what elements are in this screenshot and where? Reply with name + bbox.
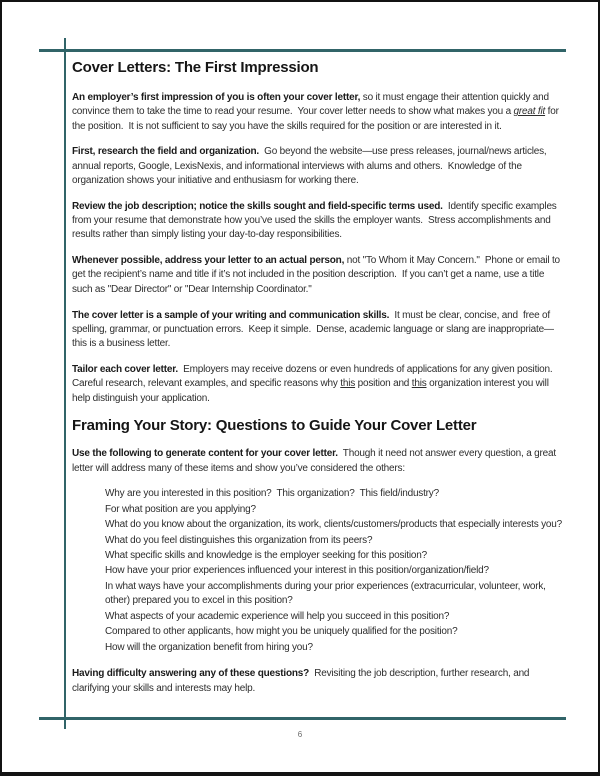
text-segment: Employers may receive dozens or even hundreds of applications for any given position. Careful research, relevant examples, and specific reasons why <box>72 363 558 390</box>
text-segment: Though it need not answer every question, a great letter will address many of these items and show you’ve considered the others: <box>72 448 559 474</box>
paragraph-tailor-each-letter <box>72 363 564 406</box>
paragraph-generate-content <box>72 447 564 476</box>
frame-bottom-rule <box>39 717 566 720</box>
section-title-cover-letters: Cover Letters: The First Impression <box>72 59 319 76</box>
paragraph-first-impression <box>72 91 564 134</box>
text-segment: The cover letter is a sample of your writing and communication skills. <box>72 309 390 321</box>
text-segment: this <box>340 378 356 390</box>
text-segment: Whenever possible, address your letter to an actual person, <box>72 255 345 267</box>
text-segment: Go beyond the website—use press releases, journal/news articles, annual reports, Google, LexisNexis, and informational interviews with alums and others. Knowledge of the organization shows your initiative and enthusiasm for working there. <box>72 146 550 186</box>
question-item: How have your prior experiences influenced your interest in this position/organization/field? <box>105 565 489 577</box>
question-item: What do you feel distinguishes this organization from its peers? <box>105 534 373 546</box>
text-segment: Tailor each cover letter. <box>72 363 178 375</box>
text-segment: this <box>411 378 427 390</box>
question-item: What specific skills and knowledge is the employer seeking for this position? <box>105 550 427 562</box>
paragraph-having-difficulty <box>72 667 564 696</box>
text-segment: Having difficulty answering any of these questions? <box>72 668 310 680</box>
text-segment: for the position. It is not sufficient to say you have the skills required for the position or are interested in it. <box>72 106 562 132</box>
text-segment: It must be clear, concise, and free of spelling, grammar, or punctuation errors. Keep it simple. Dense, academic language or slang are inappropriate—this is a business letter. <box>72 309 554 350</box>
text-segment: An employer’s first impression of you is often your cover letter, <box>72 92 361 103</box>
question-item: How will the organization benefit from hiring you? <box>105 641 313 653</box>
question-list <box>105 487 564 654</box>
question-item: What do you know about the organization, its work, clients/customers/products that especially interests you? <box>105 519 562 531</box>
text-segment: Revisiting the job description, further research, and clarifying your skills and interests may help. <box>72 668 532 694</box>
text-segment: Use the following to generate content for your cover letter. <box>72 448 338 460</box>
text-segment: organization interest you will help distinguish your application. <box>72 378 552 404</box>
paragraph-address-actual-person <box>72 254 564 297</box>
text-segment: position and <box>355 378 412 390</box>
paragraph-review-job-description <box>72 200 564 243</box>
frame-vertical-rule <box>64 38 66 729</box>
frame-top-rule <box>39 49 566 52</box>
section-title-framing-your-story: Framing Your Story: Questions to Guide Your Cover Letter <box>72 417 477 435</box>
question-item: Why are you interested in this position? This organization? This field/industry? <box>105 488 439 500</box>
text-segment: Identify specific examples from your resume that demonstrate how you’ve used the skills the employer wants. Stress accomplishments and results rather than simply listing your day-to-day responsibilities. <box>72 200 560 241</box>
text-segment: Review the job description; notice the skills sought and field-specific terms used. <box>72 200 443 212</box>
text-segment: not "To Whom it May Concern." Phone or email to get the recipient’s name and title if it’s not included in the position description. If you can’t get a name, use a title such as "Dear Director" or "Dear Internship Coordinator." <box>72 255 563 295</box>
page-content <box>72 59 564 708</box>
page-number: 6 <box>297 730 303 739</box>
text-segment: great fit <box>513 106 546 118</box>
paragraph-research-field <box>72 145 564 188</box>
paragraph-writing-sample <box>72 309 564 352</box>
text-segment: First, research the field and organization. <box>72 146 259 158</box>
question-item: In what ways have your accomplishments during your prior experiences (extracurricular, volunteer, work, other) prepared you to excel in this position? <box>105 580 549 607</box>
question-item: What aspects of your academic experience will help you succeed in this position? <box>105 610 450 622</box>
question-item: For what position are you applying? <box>105 503 256 515</box>
question-item: Compared to other applicants, how might you be uniquely qualified for the position? <box>105 626 458 638</box>
text-segment: so it must engage their attention quickly and convince them to take the time to read your resume. Your cover letter needs to show what makes you a <box>72 92 552 118</box>
